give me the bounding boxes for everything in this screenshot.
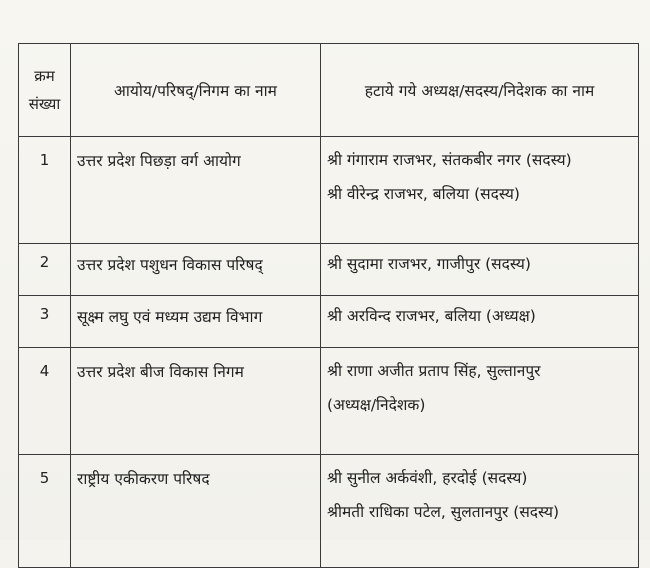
- row-org-name: राष्ट्रीय एकीकरण परिषद: [71, 455, 321, 568]
- removed-members-table: [18, 43, 639, 568]
- row-org-name: उत्तर प्रदेश बीज विकास निगम: [71, 348, 321, 455]
- person-name: श्री राणा अजीत प्रताप सिंह, सुल्तानपुर: [327, 362, 541, 380]
- header-org-name: आयोय/परिषद्/निगम का नाम: [71, 44, 321, 137]
- person-name: श्री अरविन्द राजभर, बलिया (अध्यक्ष): [327, 307, 536, 325]
- header-serial: [19, 44, 71, 137]
- header-removed-people: हटाये गये अध्यक्ष/सदस्य/निदेशक का नाम: [321, 44, 639, 137]
- table-row: [19, 455, 639, 568]
- table-header-row: [19, 44, 639, 137]
- table-row: [19, 137, 639, 244]
- person-name: श्री सुदामा राजभर, गाजीपुर (सदस्य): [327, 255, 531, 273]
- header-serial-line2: संख्या: [28, 95, 61, 113]
- row-serial: 5: [19, 455, 71, 568]
- table-row: [19, 348, 639, 455]
- row-serial: 3: [19, 296, 71, 348]
- table-row: [19, 296, 639, 348]
- row-org-name: सूक्ष्म लघु एवं मध्यम उद्यम विभाग: [71, 296, 321, 348]
- row-people: [321, 137, 639, 244]
- row-people: [321, 296, 639, 348]
- person-name: (अध्यक्ष/निदेशक): [327, 396, 426, 414]
- row-serial: 2: [19, 244, 71, 296]
- row-serial: 1: [19, 137, 71, 244]
- row-org-name: उत्तर प्रदेश पिछड़ा वर्ग आयोग: [71, 137, 321, 244]
- table-row: [19, 244, 639, 296]
- row-people: [321, 244, 639, 296]
- person-name: श्री गंगाराम राजभर, संतकबीर नगर (सदस्य): [327, 151, 572, 169]
- row-org-name: उत्तर प्रदेश पशुधन विकास परिषद्: [71, 244, 321, 296]
- row-people: [321, 455, 639, 568]
- row-people: [321, 348, 639, 455]
- row-serial: 4: [19, 348, 71, 455]
- person-name: श्रीमती राधिका पटेल, सुलतानपुर (सदस्य): [327, 503, 560, 521]
- person-name: श्री सुनील अर्कवंशी, हरदोई (सदस्य): [327, 469, 528, 487]
- header-serial-line1: क्रम: [34, 67, 55, 85]
- person-name: श्री वीरेन्द्र राजभर, बलिया (सदस्य): [327, 185, 520, 203]
